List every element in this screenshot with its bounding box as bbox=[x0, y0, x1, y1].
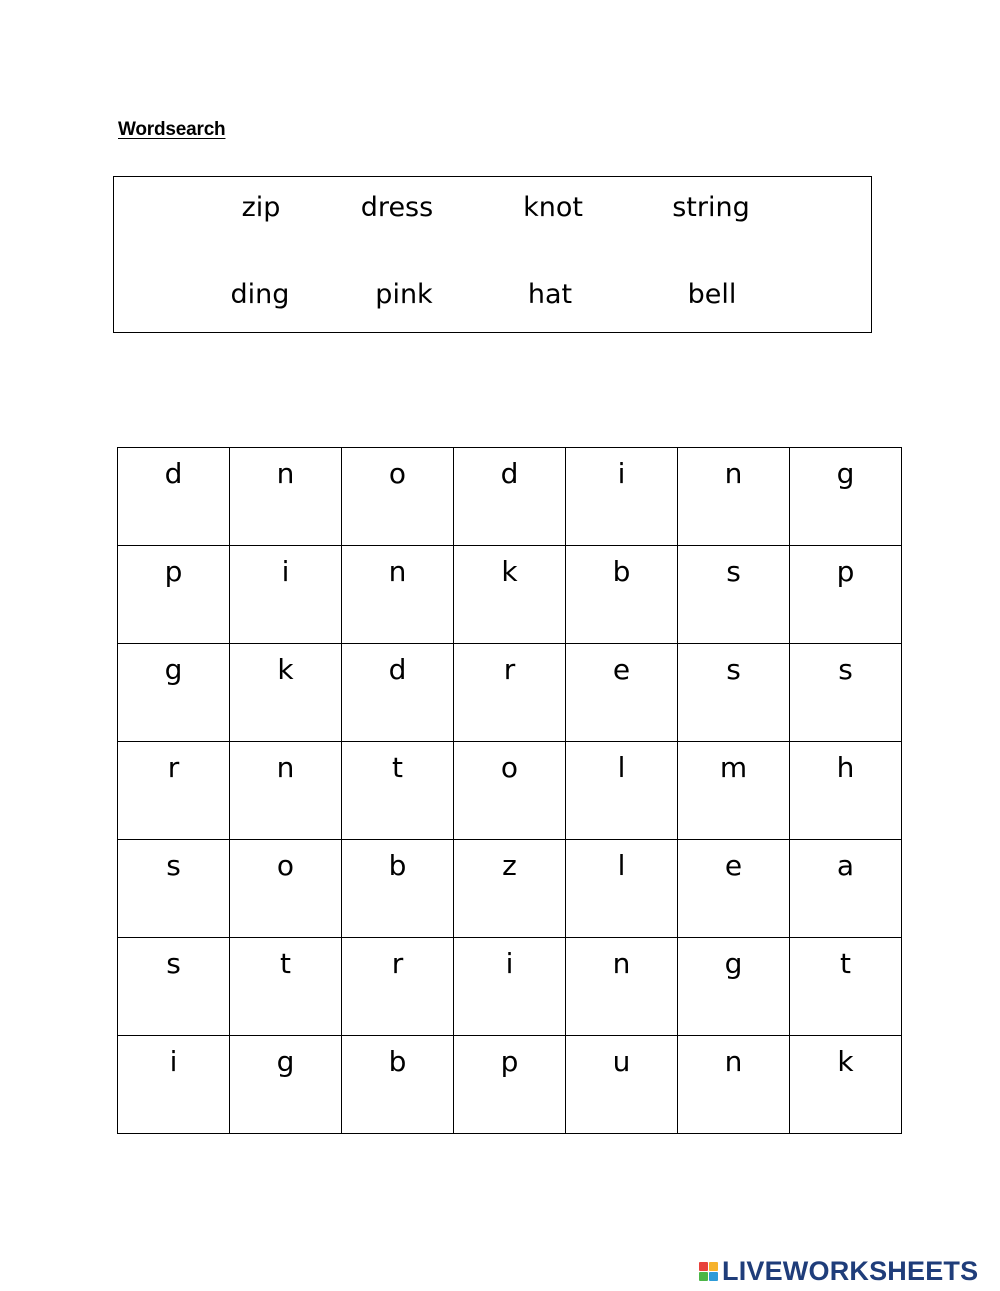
logo-square bbox=[699, 1272, 708, 1281]
grid-cell[interactable] bbox=[566, 1036, 678, 1134]
grid-cell[interactable] bbox=[790, 644, 902, 742]
grid-letter: k bbox=[277, 653, 294, 686]
grid-letter: d bbox=[500, 457, 519, 490]
grid-letter: m bbox=[719, 751, 748, 784]
word-list-item: ding bbox=[230, 279, 290, 310]
grid-letter: r bbox=[503, 653, 516, 686]
word-list-item: bell bbox=[687, 279, 737, 310]
logo-square bbox=[709, 1262, 718, 1271]
grid-letter: k bbox=[837, 1045, 854, 1078]
grid-cell[interactable] bbox=[454, 644, 566, 742]
word-list-item: hat bbox=[527, 279, 573, 310]
word-list-item: dress bbox=[360, 192, 434, 223]
grid-cell[interactable] bbox=[678, 840, 790, 938]
grid-cell[interactable] bbox=[118, 840, 230, 938]
worksheet-title: Wordsearch bbox=[118, 119, 226, 140]
grid-cell[interactable] bbox=[118, 742, 230, 840]
grid-letter: k bbox=[501, 555, 518, 588]
grid-cell[interactable] bbox=[342, 742, 454, 840]
liveworksheets-logo-icon bbox=[699, 1262, 718, 1281]
grid-letter: a bbox=[836, 849, 855, 882]
grid-letter: t bbox=[392, 751, 403, 784]
grid-letter: s bbox=[726, 555, 741, 588]
word-list-item: pink bbox=[375, 279, 433, 310]
grid-row bbox=[118, 644, 902, 742]
grid-letter: l bbox=[617, 751, 626, 784]
grid-row bbox=[118, 1036, 902, 1134]
grid-letter: e bbox=[724, 849, 743, 882]
wordsearch-grid bbox=[117, 447, 902, 1134]
grid-cell[interactable] bbox=[342, 644, 454, 742]
grid-cell[interactable] bbox=[230, 742, 342, 840]
grid-letter: l bbox=[617, 849, 626, 882]
grid-letter: g bbox=[836, 457, 855, 490]
grid-letter: r bbox=[391, 947, 404, 980]
grid-cell[interactable] bbox=[790, 742, 902, 840]
grid-row bbox=[118, 448, 902, 546]
grid-letter: p bbox=[500, 1045, 519, 1078]
grid-cell[interactable] bbox=[118, 644, 230, 742]
grid-cell[interactable] bbox=[790, 938, 902, 1036]
grid-letter: p bbox=[836, 555, 855, 588]
grid-cell[interactable] bbox=[230, 546, 342, 644]
grid-cell[interactable] bbox=[230, 448, 342, 546]
grid-cell[interactable] bbox=[118, 938, 230, 1036]
grid-cell[interactable] bbox=[790, 1036, 902, 1134]
grid-cell[interactable] bbox=[342, 840, 454, 938]
grid-letter: u bbox=[612, 1045, 631, 1078]
grid-letter: n bbox=[276, 457, 295, 490]
grid-cell[interactable] bbox=[118, 1036, 230, 1134]
grid-cell[interactable] bbox=[230, 840, 342, 938]
grid-letter: o bbox=[276, 849, 295, 882]
grid-letter: g bbox=[724, 947, 743, 980]
grid-cell[interactable] bbox=[454, 448, 566, 546]
grid-letter: r bbox=[167, 751, 180, 784]
grid-cell[interactable] bbox=[566, 840, 678, 938]
grid-row bbox=[118, 546, 902, 644]
grid-letter: n bbox=[612, 947, 631, 980]
word-list-item: zip bbox=[241, 192, 281, 223]
grid-cell[interactable] bbox=[566, 742, 678, 840]
liveworksheets-logo bbox=[699, 1256, 978, 1286]
grid-cell[interactable] bbox=[454, 546, 566, 644]
grid-cell[interactable] bbox=[566, 644, 678, 742]
grid-letter: s bbox=[726, 653, 741, 686]
grid-cell[interactable] bbox=[454, 1036, 566, 1134]
grid-letter: o bbox=[500, 751, 519, 784]
grid-letter: g bbox=[276, 1045, 295, 1078]
grid-cell[interactable] bbox=[678, 1036, 790, 1134]
grid-row bbox=[118, 840, 902, 938]
grid-cell[interactable] bbox=[454, 938, 566, 1036]
grid-cell[interactable] bbox=[790, 546, 902, 644]
grid-letter: d bbox=[388, 653, 407, 686]
grid-cell[interactable] bbox=[678, 546, 790, 644]
grid-cell[interactable] bbox=[342, 448, 454, 546]
grid-letter: g bbox=[164, 653, 183, 686]
grid-letter: e bbox=[612, 653, 631, 686]
grid-letter: i bbox=[617, 457, 626, 490]
word-list-item: string bbox=[672, 192, 750, 223]
grid-letter: s bbox=[166, 947, 181, 980]
grid-letter: p bbox=[164, 555, 183, 588]
grid-cell[interactable] bbox=[118, 546, 230, 644]
grid-letter: i bbox=[281, 555, 290, 588]
grid-cell[interactable] bbox=[790, 840, 902, 938]
grid-letter: n bbox=[724, 1045, 743, 1078]
grid-cell[interactable] bbox=[566, 448, 678, 546]
grid-cell[interactable] bbox=[678, 938, 790, 1036]
grid-letter: d bbox=[164, 457, 183, 490]
grid-letter: b bbox=[388, 849, 407, 882]
grid-letter: i bbox=[169, 1045, 178, 1078]
grid-letter: t bbox=[280, 947, 291, 980]
grid-cell[interactable] bbox=[230, 1036, 342, 1134]
word-list-box bbox=[113, 176, 872, 333]
grid-row bbox=[118, 742, 902, 840]
grid-cell[interactable] bbox=[454, 840, 566, 938]
word-list-item: knot bbox=[523, 192, 583, 223]
grid-letter: h bbox=[836, 751, 855, 784]
grid-letter: s bbox=[166, 849, 181, 882]
grid-letter: s bbox=[838, 653, 853, 686]
grid-letter: i bbox=[505, 947, 514, 980]
grid-row bbox=[118, 938, 902, 1036]
grid-cell[interactable] bbox=[118, 448, 230, 546]
grid-letter: o bbox=[388, 457, 407, 490]
grid-letter: n bbox=[276, 751, 295, 784]
grid-letter: n bbox=[724, 457, 743, 490]
grid-cell[interactable] bbox=[566, 938, 678, 1036]
brand-name: LIVEWORKSHEETS bbox=[722, 1255, 979, 1286]
grid-cell[interactable] bbox=[566, 546, 678, 644]
grid-cell[interactable] bbox=[342, 938, 454, 1036]
grid-letter: n bbox=[388, 555, 407, 588]
grid-letter: t bbox=[840, 947, 851, 980]
grid-letter: b bbox=[388, 1045, 407, 1078]
grid-cell[interactable] bbox=[454, 742, 566, 840]
logo-square bbox=[709, 1272, 718, 1281]
logo-square bbox=[699, 1262, 708, 1271]
grid-letter: b bbox=[612, 555, 631, 588]
grid-cell[interactable] bbox=[678, 448, 790, 546]
grid-cell[interactable] bbox=[342, 546, 454, 644]
grid-letter: z bbox=[502, 849, 517, 882]
grid-cell[interactable] bbox=[678, 644, 790, 742]
grid-cell[interactable] bbox=[790, 448, 902, 546]
grid-cell[interactable] bbox=[230, 644, 342, 742]
grid-cell[interactable] bbox=[230, 938, 342, 1036]
grid-cell[interactable] bbox=[678, 742, 790, 840]
grid-cell[interactable] bbox=[342, 1036, 454, 1134]
